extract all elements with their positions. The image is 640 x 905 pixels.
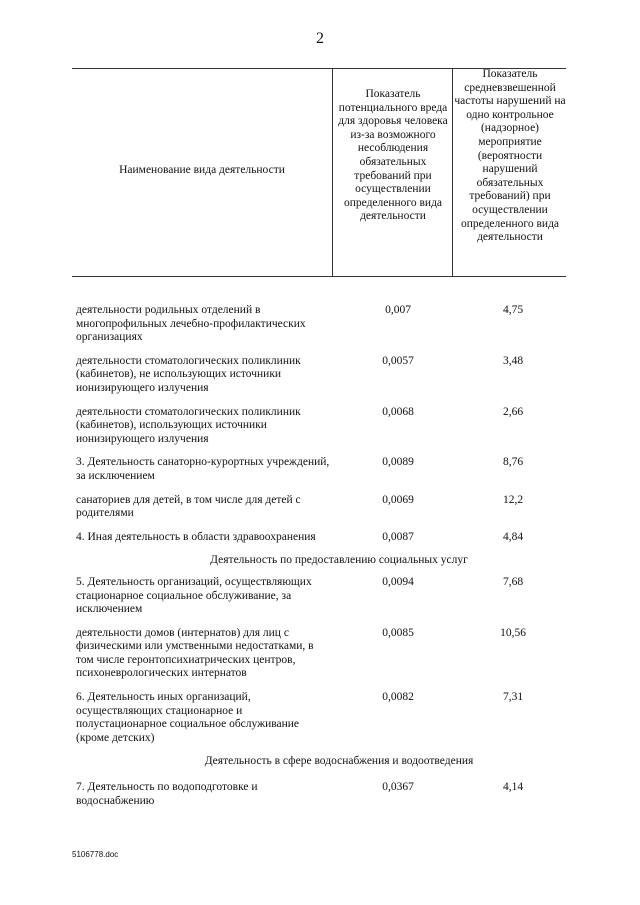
header-activity-name: Наименование вида деятельности (119, 164, 285, 176)
table-row (72, 627, 566, 681)
activity-name-cell: деятельности домов (интернатов) для лиц с физическими или умственными недостатками, в том числе геронтопсихиатрических центров, психоневрологических интернатов (76, 626, 314, 680)
harm-indicator-cell: 0,0069 (382, 493, 414, 506)
table-row (72, 531, 566, 545)
table-row (72, 576, 566, 617)
activity-name-cell: 3. Деятельность санаторно-курортных учреждений, за исключением (76, 456, 330, 482)
violation-frequency-cell: 7,68 (502, 575, 524, 588)
header-harm-indicator: Показатель потенциального вреда для здоровья человека из-за возможного несоблюдения обязательных требований при осуществлении определенного вида деятельности (338, 88, 448, 223)
table-row (72, 691, 566, 745)
violation-frequency-cell: 4,84 (502, 530, 524, 543)
violation-frequency-cell: 3,48 (502, 354, 524, 367)
violation-frequency-cell: 4,14 (502, 781, 524, 794)
table-row (72, 494, 566, 521)
activity-name-cell: деятельности родильных отделений в многопрофильных лечебно-профилактических организациях (76, 304, 306, 344)
violation-frequency-cell: 8,76 (502, 456, 524, 469)
harm-indicator-cell: 0,0089 (382, 456, 414, 469)
harm-indicator-cell: 0,007 (385, 304, 411, 316)
violation-frequency-cell: 2,66 (502, 405, 524, 418)
section-heading: Деятельность в сфере водоснабжения и водоотведения (204, 755, 474, 768)
activity-name-cell: деятельности стоматологических поликлиник (кабинетов), использующих источники ионизирующего излучения (76, 405, 301, 445)
harm-indicator-cell: 0,0094 (382, 575, 414, 588)
table-row (72, 781, 566, 808)
table-row (72, 304, 566, 345)
harm-indicator-cell: 0,0085 (382, 626, 414, 639)
harm-indicator-cell: 0,0068 (382, 405, 414, 418)
table-body (72, 294, 566, 808)
harm-indicator-cell: 0,0057 (382, 354, 414, 367)
harm-indicator-cell: 0,0082 (382, 691, 414, 704)
column-divider-2 (452, 68, 453, 276)
activity-name-cell: 4. Иная деятельность в области здравоохранения (76, 530, 316, 543)
table-row (72, 355, 566, 396)
harm-indicator-cell: 0,0087 (382, 530, 414, 543)
header-violation-frequency: Показатель средневзвешенной частоты нарушений на одно контрольное (надзорное) мероприятие (вероятности нарушений обязательных требований) при осуществлении определенного вида деятельности (454, 68, 566, 244)
activity-name-cell: 6. Деятельность иных организаций, осуществляющих стационарное и полустационарное социальное обслуживание (кроме детских) (76, 691, 300, 744)
violation-frequency-cell: 12,2 (502, 493, 524, 506)
activity-name-cell: 5. Деятельность организаций, осуществляющих стационарное социальное обслуживание, за исключением (76, 575, 312, 616)
header-bottom-border (72, 276, 566, 277)
violation-frequency-cell: 4,75 (502, 304, 524, 316)
activity-name-cell: санаториев для детей, в том числе для детей с родителями (76, 493, 301, 520)
column-divider-1 (332, 68, 333, 276)
harm-indicator-cell: 0,0367 (382, 781, 414, 794)
activity-name-cell: деятельности стоматологических поликлиник (кабинетов), не использующих источники ионизирующего излучения (76, 354, 301, 394)
activity-name-cell: 7. Деятельность по водоподготовке и водоснабжению (76, 781, 258, 807)
document-filename: 5106778.doc (72, 850, 119, 859)
violation-frequency-cell: 10,56 (500, 626, 526, 639)
table-row (72, 406, 566, 447)
page-number: 2 (316, 30, 324, 47)
violation-frequency-cell: 7,31 (502, 691, 524, 704)
table-row (72, 456, 566, 483)
section-heading: Деятельность по предоставлению социальных услуг (210, 554, 468, 567)
